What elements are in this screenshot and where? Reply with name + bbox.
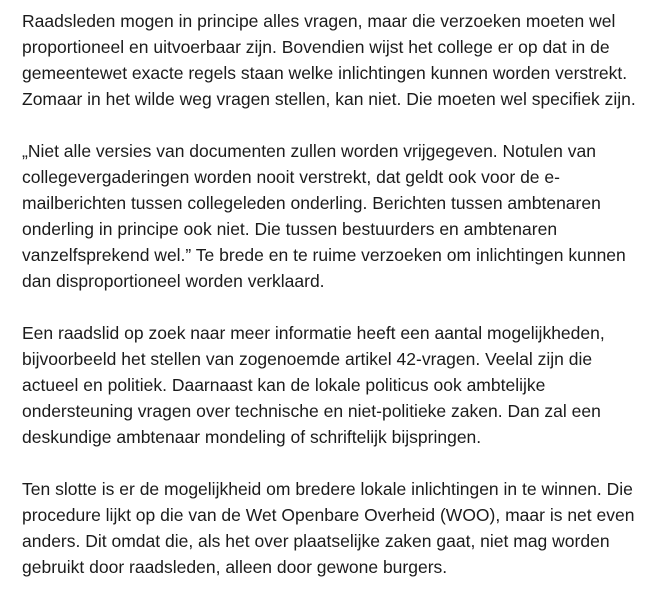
paragraph-line: gebruikt door raadsleden, alleen door gewone burgers. [22,557,448,577]
paragraph-line: proportioneel en uitvoerbaar zijn. Bovendien wijst het college er op dat in de [22,37,610,57]
paragraph-line: ondersteuning vragen over technische en niet-politieke zaken. Dan zal een [22,401,601,421]
paragraph-line: Raadsleden mogen in principe alles vragen, maar die verzoeken moeten wel [22,11,616,31]
paragraph-line: dan disproportioneel worden verklaard. [22,271,325,291]
paragraph-line: actueel en politiek. Daarnaast kan de lokale politicus ook ambtelijke [22,375,546,395]
paragraph-line: vanzelfsprekend wel.” Te brede en te ruime verzoeken om inlichtingen kunnen [22,245,626,265]
paragraph-line: procedure lijkt op die van de Wet Openbare Overheid (WOO), maar is net even [22,505,635,525]
paragraph-line: Zomaar in het wilde weg vragen stellen, kan niet. Die moeten wel specifiek zijn. [22,89,636,109]
paragraph-line: anders. Dit omdat die, als het over plaatselijke zaken gaat, niet mag worden [22,531,610,551]
paragraph-line: bijvoorbeeld het stellen van zogenoemde artikel 42-vragen. Veelal zijn die [22,349,593,369]
paragraph-line: mailberichten tussen collegeleden onderling. Berichten tussen ambtenaren [22,193,601,213]
paragraph-4 [22,476,658,580]
paragraph-3 [22,320,658,450]
paragraph-line: Een raadslid op zoek naar meer informatie heeft een aantal mogelijkheden, [22,323,605,343]
paragraph-line: onderling in principe ook niet. Die tussen bestuurders en ambtenaren [22,219,558,239]
paragraph-line: collegevergaderingen worden nooit verstrekt, dat geldt ook voor de e- [22,167,560,187]
paragraph-2 [22,138,658,294]
paragraph-1 [22,8,658,112]
paragraph-line: Ten slotte is er de mogelijkheid om bredere lokale inlichtingen in te winnen. Die [22,479,633,499]
paragraph-line: gemeentewet exacte regels staan welke inlichtingen kunnen worden verstrekt. [22,63,628,83]
paragraph-line: deskundige ambtenaar mondeling of schriftelijk bijspringen. [22,427,482,447]
paragraph-line: „Niet alle versies van documenten zullen worden vrijgegeven. Notulen van [22,141,596,161]
